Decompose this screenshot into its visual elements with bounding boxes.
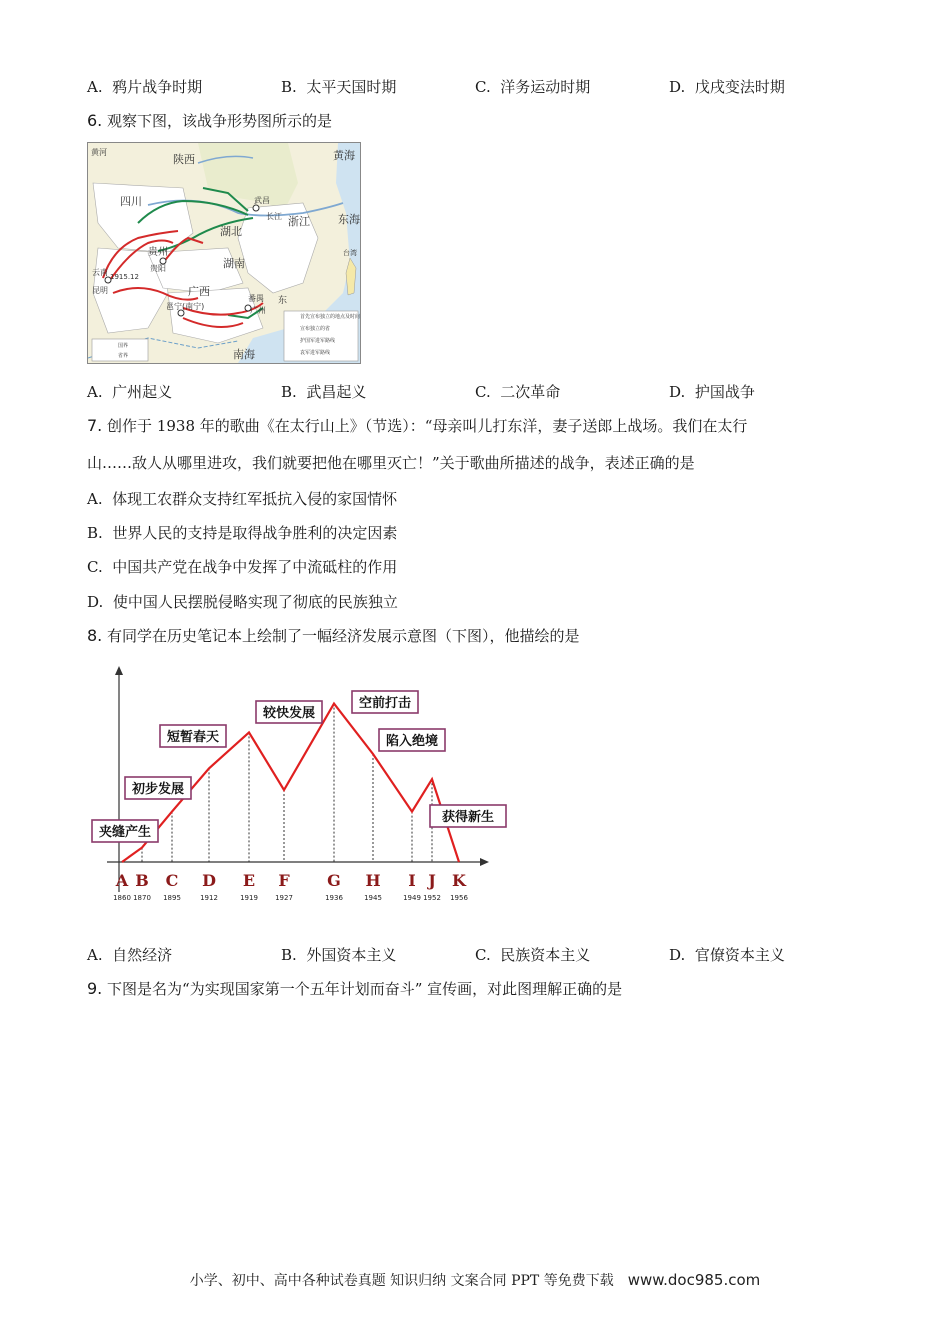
stage-label: 空前打击	[358, 696, 412, 711]
option-letter: D.	[669, 946, 686, 964]
map-legend-item: 首先宣布独立的地点及时间	[300, 314, 361, 320]
option-letter: B.	[87, 524, 103, 542]
stage-label: 获得新生	[441, 810, 495, 825]
option-text: 世界人民的支持是取得战争胜利的决定因素	[112, 524, 398, 542]
x-tick-year: 1945	[364, 894, 382, 902]
map-label: 广州	[250, 306, 266, 315]
option-letter: A.	[87, 383, 103, 401]
q5-option-d	[669, 76, 785, 97]
option-letter: D.	[669, 78, 686, 96]
x-axis-arrow	[480, 858, 489, 866]
x-tick-year: 1936	[325, 894, 343, 902]
option-text: 戊戌变法时期	[694, 78, 785, 96]
question-text: 下图是名为“为实现国家第一个五年计划而奋斗” 宣传画，对此图理解正确的是	[107, 980, 623, 998]
x-tick-letter: D	[202, 871, 216, 890]
option-text: 二次革命	[500, 383, 561, 401]
x-tick-year: 1912	[200, 894, 218, 902]
map-label: 湖南	[223, 257, 245, 270]
q7-option-b	[87, 522, 397, 543]
x-tick-letter: B	[135, 871, 149, 890]
map-label: 贵州	[148, 247, 168, 258]
option-letter: C.	[475, 78, 491, 96]
question-text: 观察下图，该战争形势图所示的是	[107, 112, 333, 130]
option-text: 广州起义	[112, 383, 173, 401]
question-number: 9.	[87, 979, 103, 998]
map-label: 台湾	[343, 249, 357, 257]
option-letter: A.	[87, 78, 103, 96]
q5-option-c	[475, 76, 590, 97]
x-tick-year: 1952	[423, 894, 441, 902]
q7-option-c	[87, 556, 397, 577]
option-text: 洋务运动时期	[500, 78, 591, 96]
map-label: 武昌	[254, 196, 270, 205]
q7-option-d	[87, 591, 398, 612]
stage-label: 短暂春天	[166, 730, 220, 745]
option-letter: B.	[281, 946, 297, 964]
question-number: 7.	[87, 416, 103, 435]
question-text: 有同学在历史笔记本上绘制了一幅经济发展示意图（下图），他描绘的是	[107, 627, 580, 645]
option-text: 自然经济	[112, 946, 173, 964]
option-letter: A.	[87, 946, 103, 964]
map-label: 广西	[188, 285, 210, 298]
option-text: 外国资本主义	[306, 946, 397, 964]
x-tick-letter: I	[408, 871, 416, 890]
x-tick-year: 1895	[163, 894, 181, 902]
map-label: 云南	[92, 268, 108, 277]
option-letter: B.	[281, 78, 297, 96]
q6-stem	[87, 110, 332, 131]
x-tick-letter: G	[327, 871, 341, 890]
q8-option-d	[669, 944, 785, 965]
page-footer	[0, 1270, 950, 1290]
map-legend-item: 护国军进军路线	[300, 338, 336, 344]
map-label: 四川	[120, 195, 142, 208]
option-letter: D.	[669, 383, 686, 401]
option-text: 太平天国时期	[306, 78, 397, 96]
option-text: 民族资本主义	[500, 946, 591, 964]
stage-label: 初步发展	[131, 782, 185, 797]
q7-stem-line1	[87, 415, 747, 436]
x-tick-year: 1860	[113, 894, 131, 902]
stage-label: 较快发展	[262, 706, 316, 721]
map-legend-item: 袁军进军路线	[300, 350, 331, 356]
option-text: 中国共产党在战争中发挥了中流砥柱的作用	[112, 558, 398, 576]
map-label: 邕宁(南宁)	[166, 302, 205, 311]
option-text: 护国战争	[694, 383, 755, 401]
q7-option-a	[87, 488, 397, 509]
x-tick-year: 1956	[450, 894, 468, 902]
map-label: 长江	[266, 212, 282, 221]
map-label: 贵阳	[150, 264, 166, 273]
question-text: 创作于 1938 年的歌曲《在太行山上》（节选）：“母亲叫儿打东洋，妻子送郎上战场。我们在太行	[107, 417, 748, 435]
question-text: 山……敌人从哪里进攻，我们就要把他在哪里灭亡！”关于歌曲所描述的战争，表述正确的是	[87, 454, 695, 472]
q6-option-a	[87, 381, 172, 402]
q6-option-d	[669, 381, 755, 402]
chart-svg	[87, 662, 507, 912]
option-letter: A.	[87, 490, 103, 508]
x-tick-letter: J	[428, 871, 436, 890]
q5-option-a	[87, 76, 202, 97]
option-letter: C.	[475, 383, 491, 401]
option-text: 鸦片战争时期	[112, 78, 203, 96]
map-label: 陕西	[173, 153, 195, 166]
map-label: 番禺	[248, 294, 264, 303]
q6-option-b	[281, 381, 366, 402]
economic-development-chart	[87, 662, 507, 912]
option-text: 武昌起义	[306, 383, 367, 401]
footer-url[interactable]: www.doc985.com	[627, 1271, 761, 1289]
war-situation-map	[87, 142, 361, 364]
map-legend-item: 宣布独立的省	[300, 326, 331, 332]
q5-option-b	[281, 76, 396, 97]
option-text: 使中国人民摆脱侵略实现了彻底的民族独立	[112, 593, 398, 611]
map-label: 昆明	[92, 286, 108, 295]
q6-option-c	[475, 381, 560, 402]
x-tick-year: 1949	[403, 894, 421, 902]
q7-stem-line2	[87, 452, 695, 473]
x-tick-letter: C	[165, 871, 179, 890]
map-label: 东海	[338, 213, 360, 226]
map-label: 浙江	[288, 215, 310, 228]
map-date-label: 1915.12	[110, 273, 139, 281]
q8-option-b	[281, 944, 396, 965]
option-letter: D.	[87, 593, 104, 611]
stage-label: 陷入绝境	[385, 734, 439, 749]
y-axis-arrow	[115, 666, 123, 675]
option-letter: C.	[87, 558, 103, 576]
map-label: 东	[278, 296, 288, 306]
x-tick-year: 1919	[240, 894, 258, 902]
option-letter: B.	[281, 383, 297, 401]
x-tick-letter: E	[242, 871, 256, 890]
option-text: 体现工农群众支持红军抵抗入侵的家国情怀	[112, 490, 398, 508]
map-label: 南海	[233, 348, 255, 361]
x-tick-letter: F	[278, 871, 290, 890]
q9-stem	[87, 978, 622, 999]
map-label: 黄海	[333, 149, 355, 162]
x-tick-letter: A	[115, 871, 129, 890]
x-tick-year: 1927	[275, 894, 293, 902]
question-number: 6.	[87, 111, 103, 130]
option-letter: C.	[475, 946, 491, 964]
option-text: 官僚资本主义	[694, 946, 785, 964]
q8-option-a	[87, 944, 172, 965]
map-label: 湖北	[220, 225, 242, 238]
map-legend-item: 省界	[118, 353, 129, 359]
x-tick-letter: H	[365, 871, 381, 890]
map-label: 黄河	[91, 148, 107, 157]
footer-text: 小学、初中、高中各种试卷真题 知识归纳 文案合同 PPT 等免费下载	[189, 1273, 614, 1289]
stage-label: 夹缝产生	[98, 825, 152, 840]
question-number: 8.	[87, 626, 103, 645]
x-tick-letter: K	[452, 871, 466, 890]
q8-stem	[87, 625, 580, 646]
map-legend-item: 国界	[118, 343, 129, 349]
q8-option-c	[475, 944, 590, 965]
x-tick-year: 1870	[133, 894, 151, 902]
